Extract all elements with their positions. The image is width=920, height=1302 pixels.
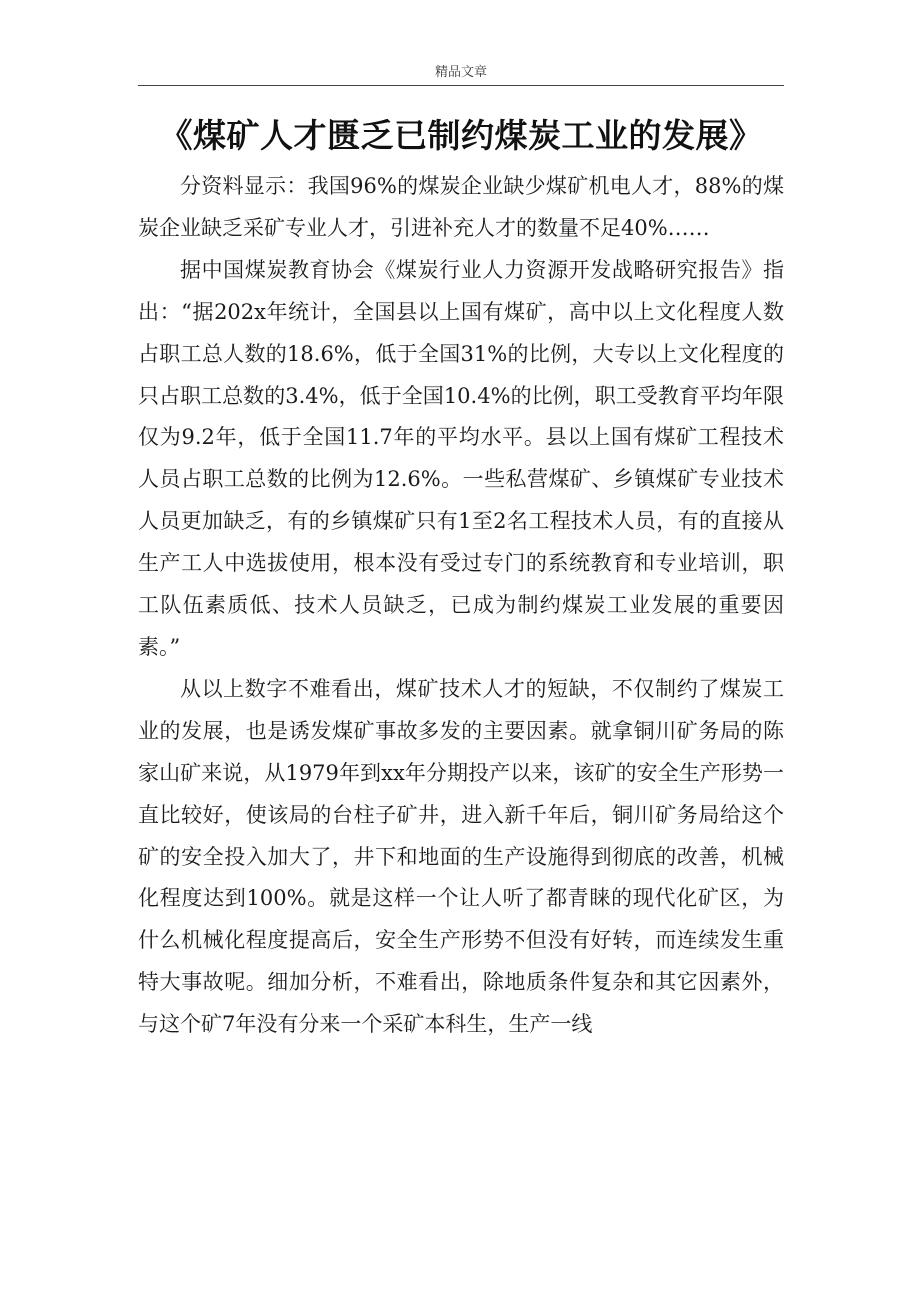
paragraph: 分资料显示：我国96%的煤炭企业缺少煤矿机电人才，88%的煤炭企业缺乏采矿专业人才，引进补充人才的数量不足40%…… [138,174,784,240]
document-body [138,166,784,1046]
document-title: 《煤矿人才匮乏已制约煤炭工业的发展》 [159,116,763,155]
paragraph: 据中国煤炭教育协会《煤炭行业人力资源开发战略研究报告》指出：“据202x年统计，全国县以上国有煤矿，高中以上文化程度人数占职工总人数的18.6%，低于全国31%的比例，大专以上文化程度的只占职工总数的3.4%，低于全国10.4%的比例，职工受教育平均年限仅为9.2年，低于全国11.7年的平均水平。县以上国有煤矿工程技术人员占职工总数的比例为12.6%。一些私营煤矿、乡镇煤矿专业技术人员更加缺乏，有的乡镇煤矿只有1至2名工程技术人员，有的直接从生产工人中选拔使用，根本没有受过专门的系统教育和专业培训，职工队伍素质低、技术人员缺乏，已成为制约煤炭工业发展的重要因素。” [138,257,784,659]
page-header: 精品文章 [434,65,487,80]
paragraph: 从以上数字不难看出，煤矿技术人才的短缺，不仅制约了煤炭工业的发展，也是诱发煤矿事故多发的主要因素。就拿铜川矿务局的陈家山矿来说，从1979年到xx年分期投产以来，该矿的安全生产形势一直比较好，使该局的台柱子矿井，进入新千年后，铜川矿务局给这个矿的安全投入加大了，井下和地面的生产设施得到彻底的改善，机械化程度达到100%。就是这样一个让人听了都青睐的现代化矿区，为什么机械化程度提高后，安全生产形势不但没有好转，而连续发生重特大事故呢。细加分析，不难看出，除地质条件复杂和其它因素外，与这个矿7年没有分来一个采矿本科生，生产一线 [138,676,784,1037]
header-divider [138,85,784,86]
